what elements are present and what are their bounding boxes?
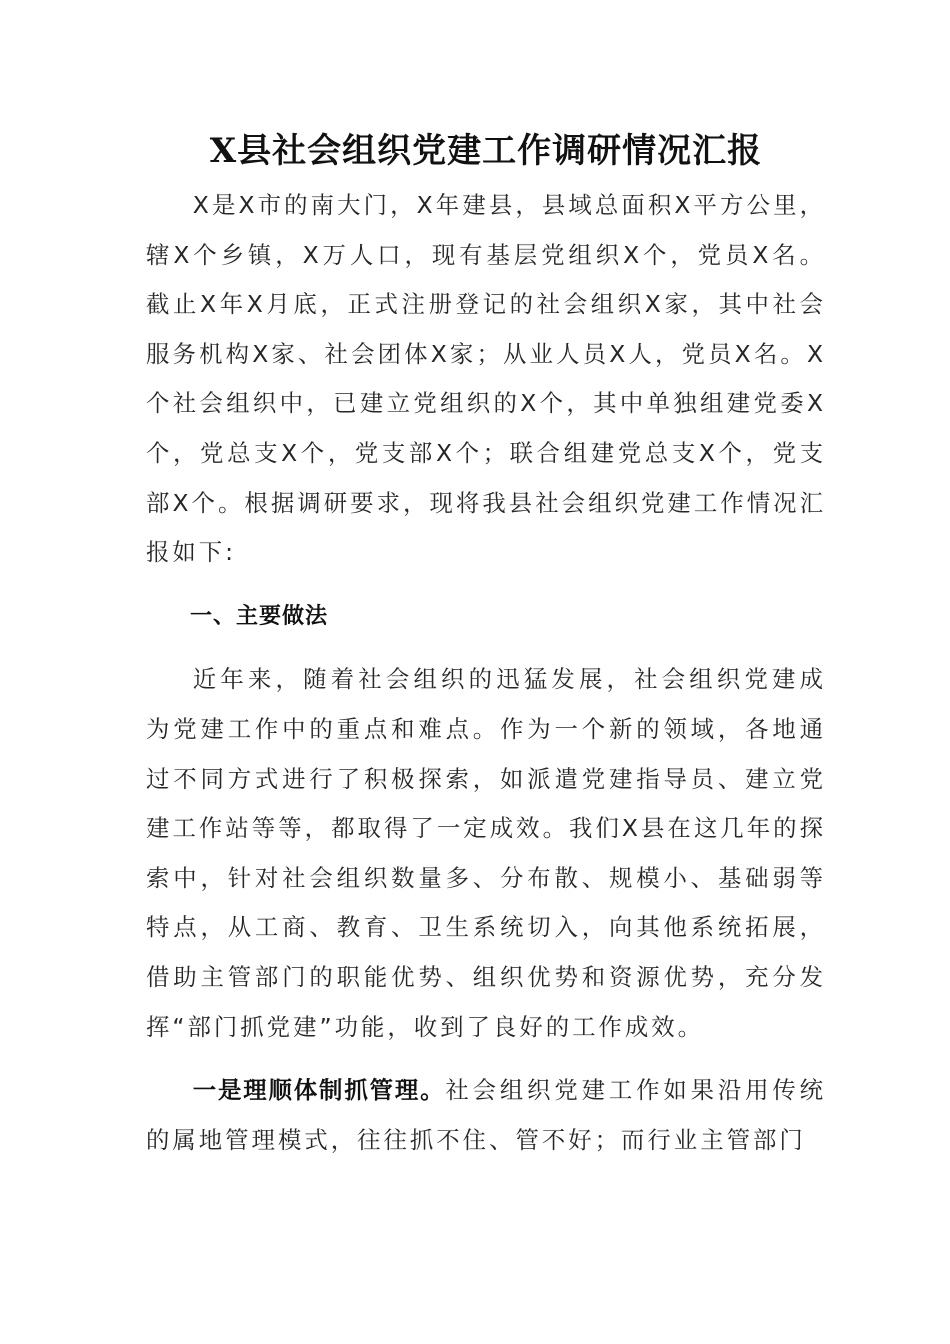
point-body-text: 社会组织党建工作如果沿用传统的属地管理模式，往往抓不住、管不好；而行业主管部门 [146,1076,827,1154]
document-title: X县社会组织党建工作调研情况汇报 [209,131,763,171]
section-heading-main-practices: 一、主要做法 [190,603,329,629]
document-page [146,0,826,1165]
intro-paragraph: X是X市的南大门，X年建县，县域总面积X平方公里，辖X个乡镇，X万人口，现有基层党组织X个，党员X名。截止X年X月底，正式注册登记的社会组织X家，其中社会服务机构X家、社会团体X家；从业人员X人，党员X名。X个社会组织中，已建立党组织的X个，其中单独组建党委X个，党总支X个，党支部X个；联合组建党总支X个，党支部X个。根据调研要求，现将我县社会组织党建工作情况汇报如下: [146,191,826,567]
point-paragraph [146,1066,826,1165]
section-body-paragraph: 近年来，随着社会组织的迅猛发展，社会组织党建成为党建工作中的重点和难点。作为一个新的领域，各地通过不同方式进行了积极探索，如派遣党建指导员、建立党建工作站等等，都取得了一定成效。我们X县在这几年的探索中，针对社会组织数量多、分布散、规模小、基础弱等特点，从工商、教育、卫生系统切入，向其他系统拓展，借助主管部门的职能优势、组织优势和资源优势，充分发挥“部门抓党建”功能，收到了良好的工作成效。 [146,665,826,1041]
point-lead-text: 一是理顺体制抓管理。 [192,1076,446,1105]
